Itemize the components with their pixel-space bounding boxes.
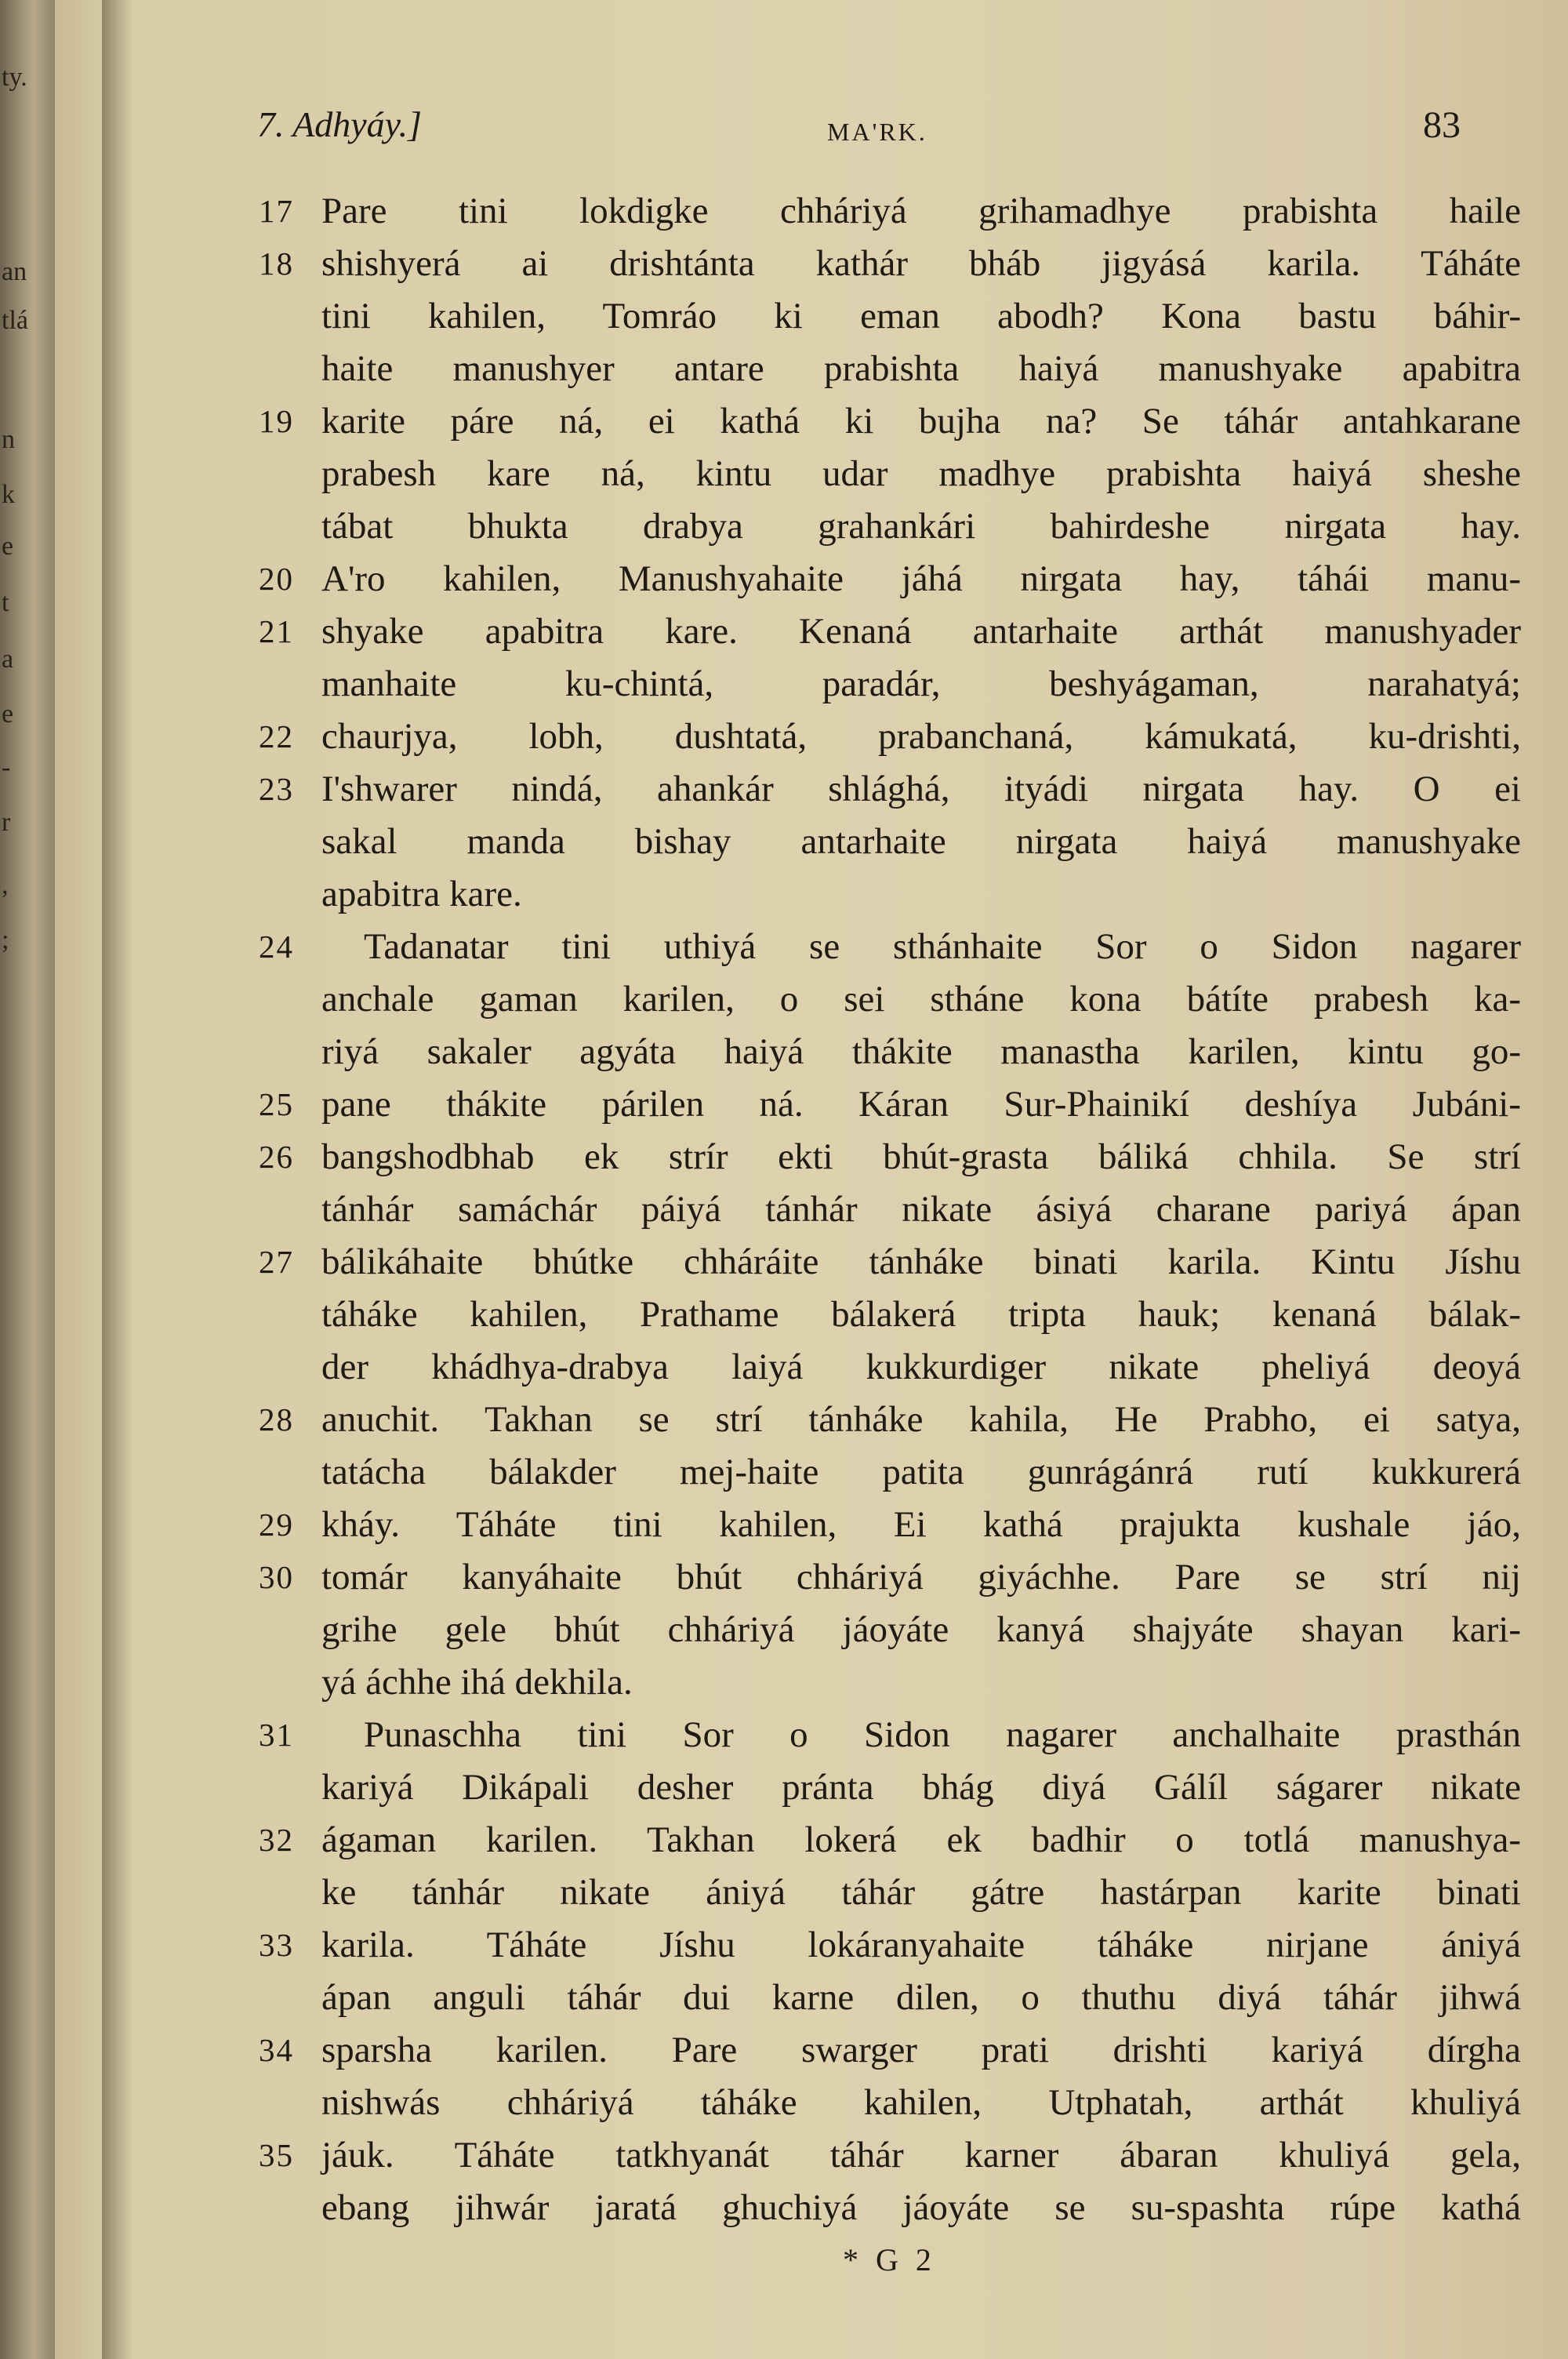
- text-line: [259, 185, 1521, 238]
- text-line: [259, 605, 1521, 658]
- verse-number: 26: [259, 1139, 294, 1175]
- text-line: [259, 1394, 1521, 1446]
- prev-page-fragment: -: [2, 753, 11, 782]
- text-line: [259, 1499, 1521, 1551]
- prev-page-fragment: an: [2, 257, 27, 286]
- verse-number: 17: [259, 193, 294, 229]
- text-line: [259, 1761, 1521, 1814]
- verse-number: 28: [259, 1401, 294, 1438]
- verse-number: 20: [259, 561, 294, 597]
- line-text: ke tánhár nikate ániyá táhár gátre hastárpan karite binati: [321, 1872, 1521, 1913]
- text-line: [259, 658, 1521, 711]
- text-line: [259, 1709, 1521, 1761]
- verse-number: 19: [259, 403, 294, 439]
- verse-number: 33: [259, 1927, 294, 1963]
- line-text: apabitra kare.: [321, 874, 522, 914]
- text-line: [259, 1866, 1521, 1919]
- text-line: [259, 1131, 1521, 1183]
- line-text: karila. Táháte Jíshu lokáranyahaite táháke nirjane ániyá: [321, 1925, 1521, 1965]
- text-line: [259, 395, 1521, 448]
- verse-number: 27: [259, 1244, 294, 1280]
- text-line: [259, 1026, 1521, 1078]
- line-text: tánhár samáchár páiyá tánhár nikate ásiyá charane pariyá ápan: [321, 1189, 1521, 1230]
- verse-number: 23: [259, 771, 294, 807]
- text-line: [259, 973, 1521, 1026]
- page-number: 83: [1423, 104, 1461, 146]
- book-page: [55, 0, 1568, 2359]
- text-line: [259, 553, 1521, 605]
- verse-number: 31: [259, 1717, 294, 1753]
- running-header: [55, 0, 1568, 204]
- line-text: prabesh kare ná, kintu udar madhye prabishta haiyá sheshe: [321, 453, 1521, 494]
- prev-page-fragment: r: [2, 808, 11, 837]
- line-text: A'ro kahilen, Manushyahaite jáhá nirgata hay, táhái manu-: [321, 558, 1521, 599]
- line-text: der khádhya-drabya laiyá kukkurdiger nikate pheliyá deoyá: [321, 1347, 1521, 1387]
- line-text: tomár kanyáhaite bhút chháriyá giyáchhe. Pare se strí nij: [321, 1557, 1521, 1598]
- text-line: [259, 2129, 1521, 2182]
- text-line: [259, 2024, 1521, 2077]
- line-text: kariyá Dikápali desher pránta bhág diyá Gálíl ságarer nikate: [321, 1767, 1521, 1808]
- line-text: tatácha bálakder mej-haite patita gunrágánrá rutí kukkurerá: [321, 1452, 1521, 1492]
- text-line: [259, 448, 1521, 500]
- prev-page-fragment: n: [2, 425, 15, 454]
- line-text: anchale gaman karilen, o sei sthánе kona bátíte prabesh ka-: [321, 979, 1521, 1020]
- line-text: ebang jihwár jaratá ghuchiyá jáoyáte se su-spashta rúpe kathá: [321, 2187, 1521, 2228]
- line-text: anuchit. Takhan se strí tánháke kahila, He Prabho, ei satya,: [321, 1399, 1521, 1440]
- line-text: shyake apabitra kare. Kenaná antarhaite arthát manushyader: [321, 611, 1521, 652]
- text-line: [259, 2077, 1521, 2129]
- prev-page-fragment: tlá: [2, 306, 28, 335]
- text-line: [259, 2182, 1521, 2234]
- text-line: [259, 1446, 1521, 1499]
- text-line: [259, 1551, 1521, 1604]
- text-line: [259, 1341, 1521, 1394]
- line-text: riyá sakaler agyáta haiyá thákite manastha karilen, kintu go-: [321, 1031, 1521, 1072]
- line-text: I'shwarer nindá, ahankár shlághá, ityádi nirgata hay. O ei: [321, 769, 1521, 809]
- line-text: shishyerá ai drishtánta kathár bháb jigyásá karila. Táháte: [321, 243, 1521, 284]
- verse-number: 34: [259, 2032, 294, 2068]
- text-line: [259, 1183, 1521, 1236]
- line-text: Pare tini lokdigke chháriyá grihamadhye prabishta haile: [321, 191, 1521, 231]
- line-text: grihe gele bhút chháriyá jáoyáte kanyá shajyáte shayan kari-: [321, 1609, 1521, 1650]
- verse-number: 22: [259, 718, 294, 754]
- text-line: [259, 816, 1521, 868]
- text-line: [259, 1289, 1521, 1341]
- text-line: [259, 1919, 1521, 1972]
- line-text: tini kahilen, Tomráo ki eman abodh? Kona bastu báhir-: [321, 296, 1521, 336]
- verse-number: 18: [259, 245, 294, 282]
- prev-page-fragment: ,: [2, 871, 9, 900]
- prev-page-fragment: e: [2, 532, 14, 561]
- line-text: bangshodbhab ek strír ekti bhút-grasta báliká chhila. Se strí: [321, 1136, 1521, 1177]
- prev-page-fragment: k: [2, 480, 15, 509]
- line-text: yá áchhe ihá dekhila.: [321, 1662, 633, 1703]
- text-line: [259, 711, 1521, 763]
- text-line: [259, 921, 1521, 973]
- line-text: nishwás chháriyá táháke kahilen, Utphatah, arthát khuliyá: [321, 2082, 1521, 2123]
- signature-mark: * G 2: [843, 2242, 936, 2277]
- verse-number: 25: [259, 1086, 294, 1122]
- verse-number: 29: [259, 1507, 294, 1543]
- verse-number: 30: [259, 1559, 294, 1595]
- line-text: manhaite ku-chintá, paradár, beshyágaman, narahatyá;: [321, 663, 1521, 704]
- line-text: sparsha karilen. Pare swarger prati drishti kariyá dírgha: [321, 2030, 1521, 2070]
- line-text: pane thákite párilen ná. Káran Sur-Phainikí deshíya Jubáni-: [321, 1084, 1521, 1125]
- text-line: [259, 238, 1521, 290]
- text-line: [259, 1236, 1521, 1289]
- line-text: jáuk. Táháte tatkhyanát táhár karner ábaran khuliyá gela,: [321, 2135, 1521, 2175]
- line-text: bálikáhaite bhútke chháráite tánháke binati karila. Kintu Jíshu: [321, 1241, 1521, 1282]
- text-line: [259, 1078, 1521, 1131]
- line-text: sakal manda bishay antarhaite nirgata haiyá manushyake: [321, 821, 1521, 862]
- text-line: [259, 290, 1521, 343]
- line-text: ápan anguli táhár dui karne dilen, o thuthu diyá táhár jihwá: [321, 1977, 1521, 2018]
- verse-number: 35: [259, 2137, 294, 2173]
- line-text: kháy. Táháte tini kahilen, Ei kathá prajukta kushale jáo,: [321, 1504, 1521, 1545]
- line-text: Tadanatar tini uthiyá se sthánhaite Sor o Sidon nagarer: [364, 926, 1521, 967]
- chapter-heading: 7. Adhyáy.]: [257, 104, 422, 144]
- text-line: [259, 1814, 1521, 1866]
- book-title: MA'RK.: [827, 118, 927, 146]
- text-line: [259, 343, 1521, 395]
- body-text: [259, 185, 1521, 2234]
- line-text: Punaschha tini Sor o Sidon nagarer anchalhaite prasthán: [364, 1714, 1521, 1755]
- gutter-shadow: [102, 0, 133, 2359]
- line-text: haite manushyer antare prabishta haiyá manushyake apabitra: [321, 348, 1521, 389]
- verse-number: 21: [259, 613, 294, 649]
- prev-page-fragment: e: [2, 700, 14, 729]
- text-line: [259, 868, 1521, 921]
- previous-page-edge: [0, 0, 55, 2359]
- text-line: [259, 1656, 1521, 1709]
- text-line: [259, 1604, 1521, 1656]
- line-text: chaurjya, lobh, dushtatá, prabanchaná, kámukatá, ku-drishti,: [321, 716, 1521, 757]
- prev-page-fragment: a: [2, 645, 14, 674]
- line-text: tábat bhukta drabya grahankári bahirdeshe nirgata hay.: [321, 506, 1521, 547]
- text-line: [259, 763, 1521, 816]
- prev-page-fragment: t: [2, 588, 9, 617]
- line-text: táháke kahilen, Prathame bálakerá tripta hauk; kenaná bálak-: [321, 1294, 1521, 1335]
- verse-number: 24: [259, 929, 294, 965]
- line-text: karite páre ná, ei kathá ki bujha na? Se táhár antahkarane: [321, 401, 1521, 442]
- verse-number: 32: [259, 1822, 294, 1858]
- text-line: [259, 500, 1521, 553]
- line-text: ágaman karilen. Takhan lokerá ek badhir o totlá manushya-: [321, 1819, 1521, 1860]
- text-line: [259, 1972, 1521, 2024]
- prev-page-fragment: ty.: [2, 63, 27, 92]
- prev-page-fragment: ;: [2, 925, 9, 954]
